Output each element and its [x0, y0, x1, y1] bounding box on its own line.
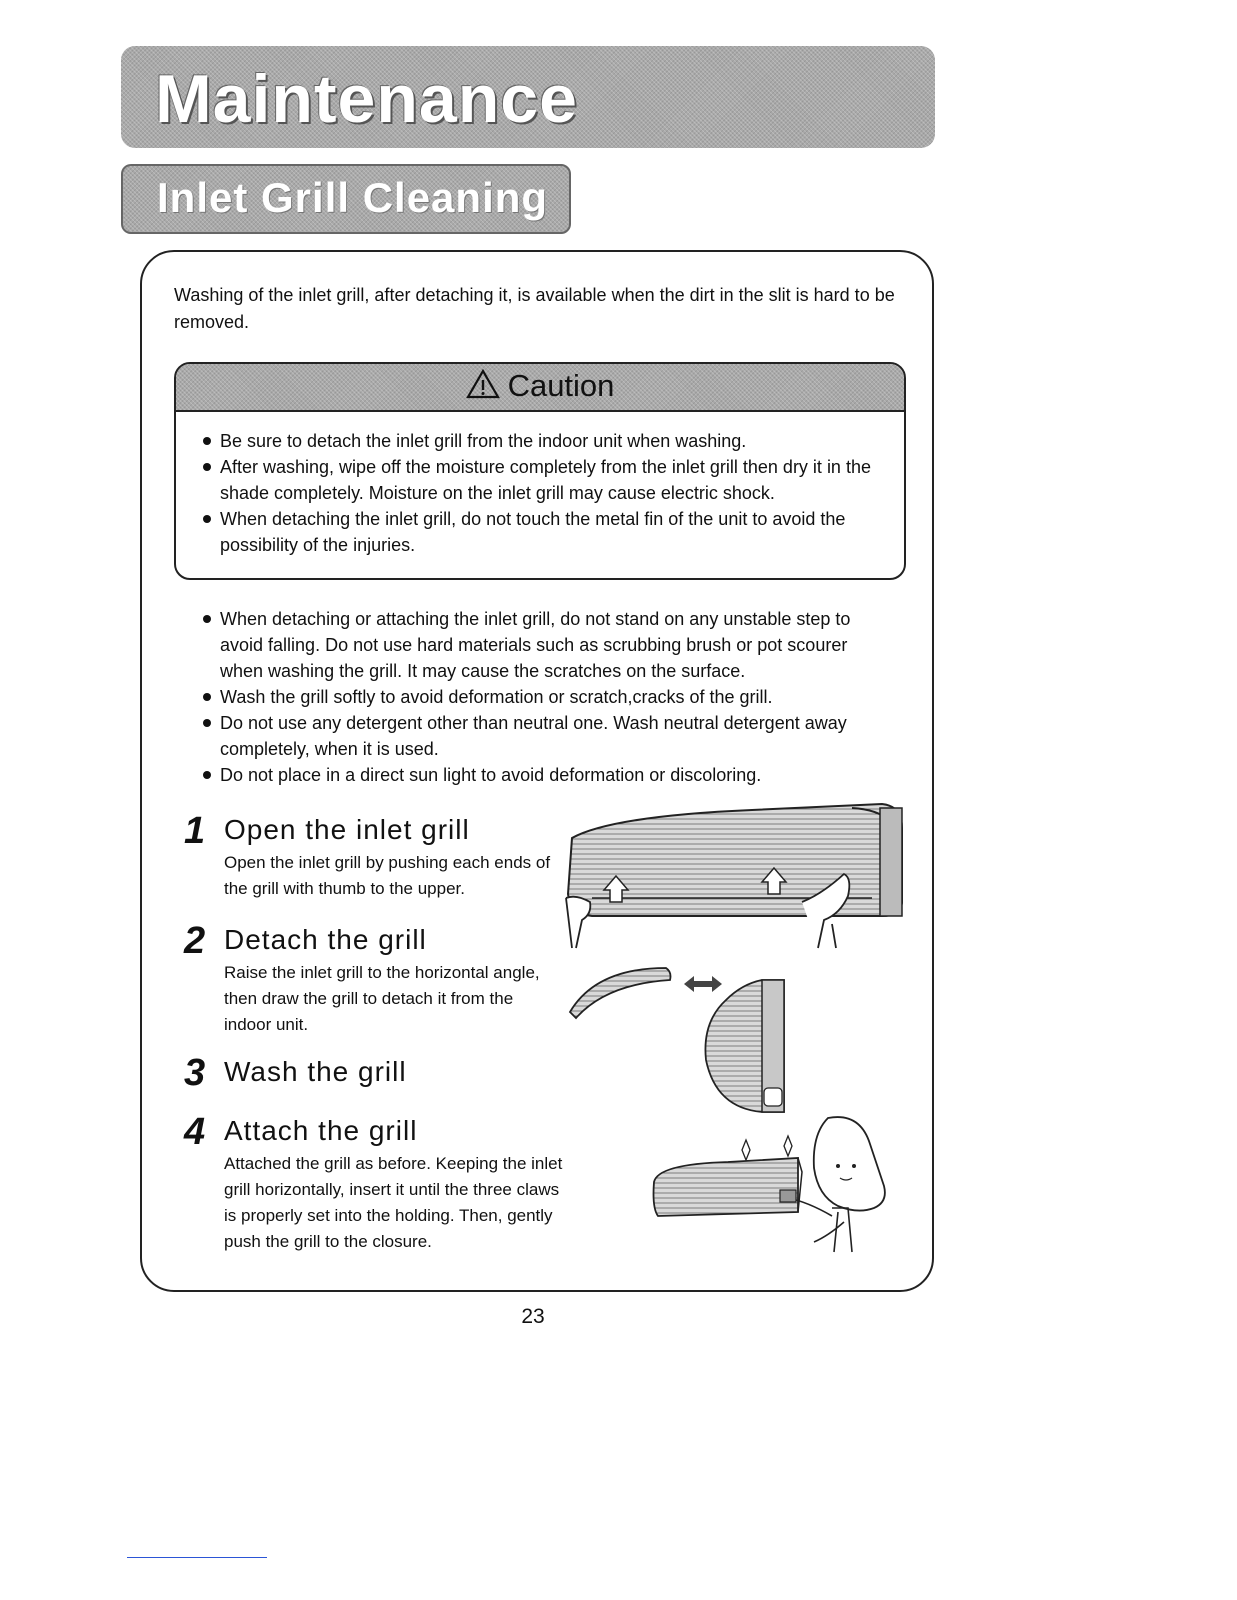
- caution-header: [176, 364, 904, 412]
- attach-grill-illustration: [648, 1112, 898, 1262]
- list-item: When detaching the inlet grill, do not touch the metal fin of the unit to avoid the possibility of the injuries.: [200, 506, 890, 558]
- step-title: Open the inlet grill: [224, 814, 470, 845]
- detach-grill-illustration: [566, 960, 796, 1118]
- step-description: Raise the inlet grill to the horizontal angle, then draw the grill to detach it from the indoor unit.: [224, 963, 540, 1034]
- list-item: Wash the grill softly to avoid deformation or scratch,cracks of the grill.: [200, 684, 892, 710]
- section-banner: [121, 164, 571, 234]
- warning-triangle-icon: [466, 369, 500, 407]
- list-item: When detaching or attaching the inlet grill, do not stand on any unstable step to avoid falling. Do not use hard materials such as scrubbing brush or pot scourer when washing the grill. It may cause the scratches on the surface.: [200, 606, 892, 684]
- step-number: 1: [184, 810, 206, 852]
- list-item: Do not place in a direct sun light to avoid deformation or discoloring.: [200, 762, 892, 788]
- list-item: After washing, wipe off the moisture completely from the inlet grill then dry it in the shade completely. Moisture on the inlet grill may cause electric shock.: [200, 454, 890, 506]
- step-title: Wash the grill: [224, 1056, 407, 1087]
- footer-rule: [127, 1557, 267, 1558]
- open-grill-illustration: [552, 798, 912, 956]
- step-number: 3: [184, 1052, 206, 1094]
- title-banner: [121, 46, 935, 148]
- section-title: Inlet Grill Cleaning: [157, 174, 549, 221]
- caution-box: [174, 362, 906, 580]
- notes-list: [200, 606, 892, 788]
- page-title: Maintenance: [155, 61, 578, 137]
- page-number: 23: [521, 1305, 545, 1328]
- caution-title: Caution: [507, 368, 615, 403]
- step-number: 4: [184, 1111, 206, 1153]
- intro-paragraph: Washing of the inlet grill, after detaching it, is available when the dirt in the slit is hard to be removed.: [174, 285, 895, 332]
- list-item: Do not use any detergent other than neutral one. Wash neutral detergent away completely, when it is used.: [200, 710, 892, 762]
- step-title: Attach the grill: [224, 1115, 418, 1146]
- step-description: Attached the grill as before. Keeping the inlet grill horizontally, insert it until the three claws is properly set into the holding. Then, gently push the grill to the closure.: [224, 1154, 563, 1251]
- step-description: Open the inlet grill by pushing each ends of the grill with thumb to the upper.: [224, 853, 551, 898]
- caution-list: [200, 428, 890, 558]
- step-title: Detach the grill: [224, 924, 427, 955]
- list-item: Be sure to detach the inlet grill from the indoor unit when washing.: [200, 428, 890, 454]
- step-number: 2: [184, 920, 206, 962]
